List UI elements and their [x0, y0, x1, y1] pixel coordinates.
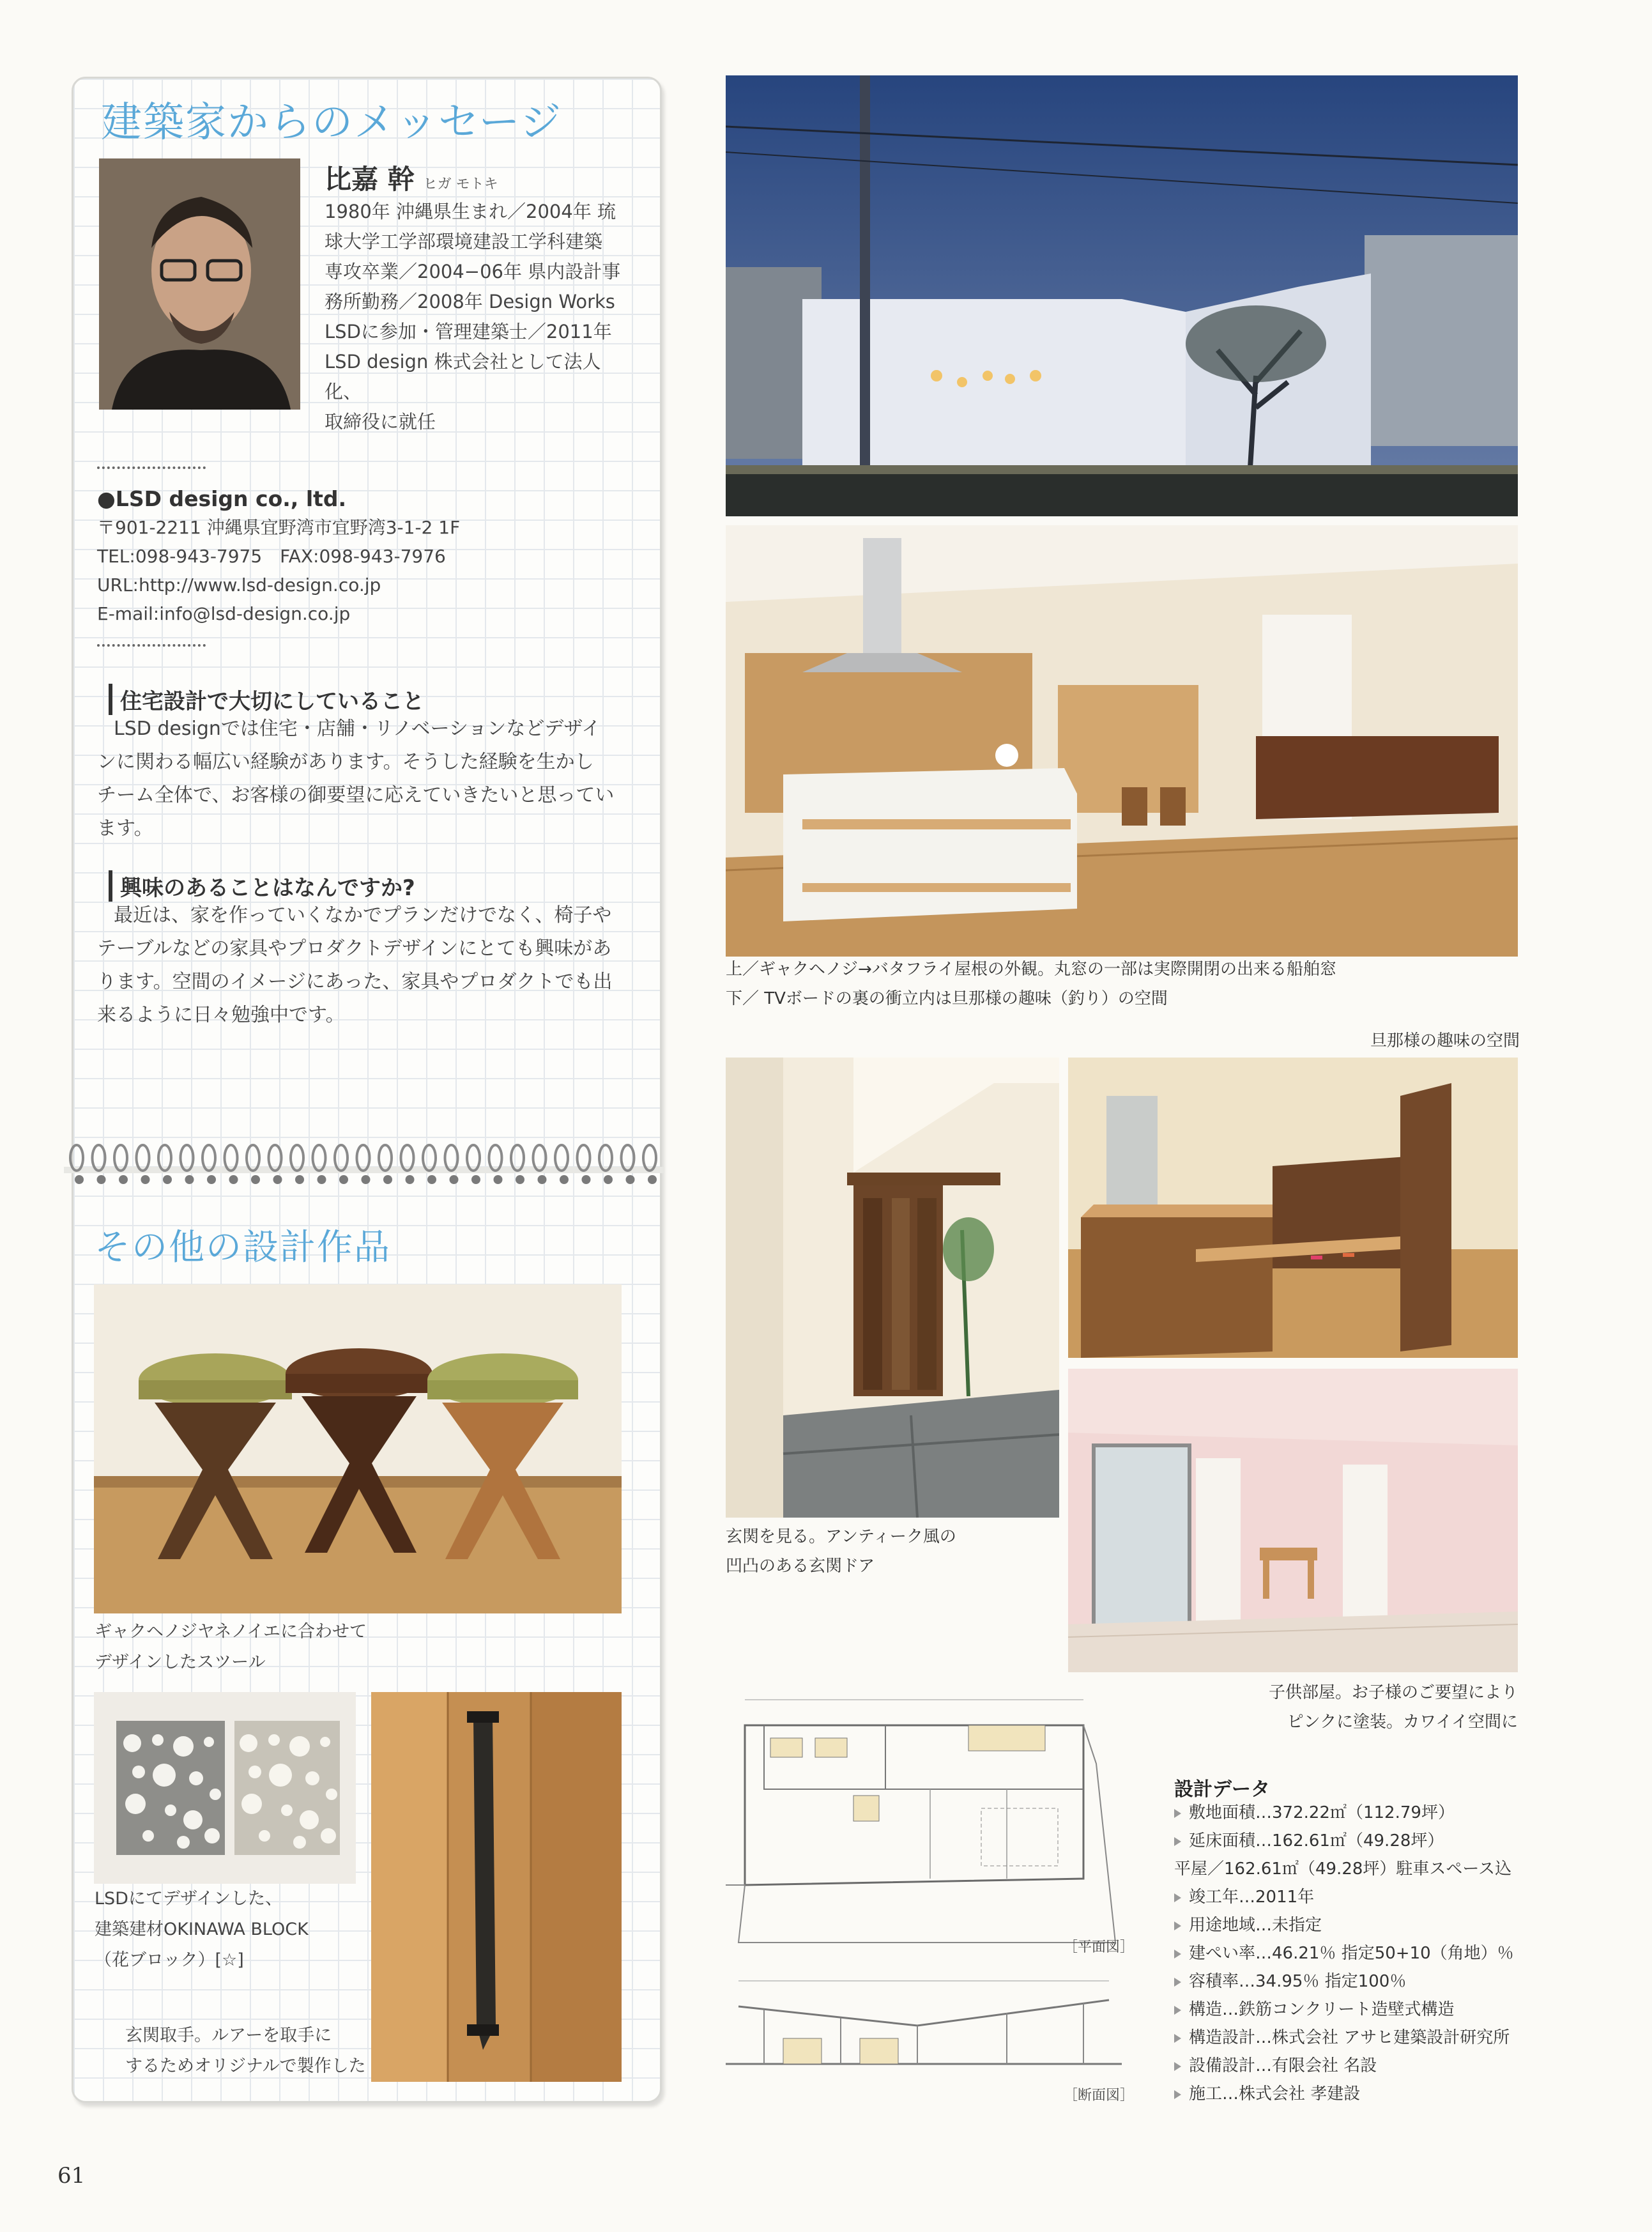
- spec-text: 延床面積…162.61㎡（49.28坪）: [1189, 1831, 1444, 1851]
- spiral-ring-icon: [533, 1145, 547, 1184]
- bio-line: LSDに参加・管理建築士／2011年: [325, 321, 612, 342]
- address: 〒901-2211 沖縄県宜野湾市宜野湾3-1-2 1F: [97, 517, 461, 538]
- architect-bio: [325, 197, 631, 437]
- qa-line: ります。空間のイメージにあった、家具やプロダクトでも出: [97, 971, 613, 993]
- spec-text: 竣工年…2011年: [1189, 1888, 1315, 1907]
- spiral-ring-icon: [335, 1145, 348, 1184]
- triangle-bullet-icon: [1174, 2090, 1181, 2099]
- triangle-bullet-icon: [1174, 1921, 1181, 1930]
- triangle-bullet-icon: [1174, 1950, 1181, 1959]
- qa-body-1: [97, 712, 653, 845]
- spec-text: 敷地面積…372.22㎡（112.79坪）: [1189, 1803, 1455, 1822]
- spiral-ring-icon: [291, 1145, 304, 1184]
- bio-line: 専攻卒業／2004−06年 県内設計事: [325, 261, 621, 282]
- architect-name-row: [325, 158, 498, 197]
- section-label: ［断面図］: [1064, 2088, 1135, 2104]
- entrance-caption: [726, 1522, 956, 1581]
- bio-line: 1980年 沖縄県生まれ／2004年 琉: [325, 201, 616, 222]
- qa-line: 最近は、家を作っていくなかでプランだけでなく、椅子や: [114, 904, 612, 927]
- block-caption: [95, 1884, 309, 1976]
- spiral-ring-icon: [313, 1145, 326, 1184]
- caption-line: デザインしたスツール: [95, 1652, 266, 1672]
- qa-title-1: 住宅設計で大切にしていること: [109, 684, 424, 715]
- triangle-bullet-icon: [1174, 1837, 1181, 1846]
- spec-text: 施工…株式会社 孝建設: [1189, 2084, 1361, 2104]
- spiral-ring-icon: [643, 1145, 657, 1184]
- triangle-bullet-icon: [1174, 1809, 1181, 1818]
- caption-line: 上／ギャクヘノジ→バタフライ屋根の外観。丸窓の一部は実際開閉の出来る船舶窓: [726, 960, 1336, 979]
- divider: [97, 466, 206, 469]
- divider: [97, 644, 206, 647]
- spiral-ring-icon: [181, 1145, 194, 1184]
- spec-list: [1174, 1799, 1519, 2108]
- spec-item: [1174, 2024, 1519, 2052]
- bio-line: 取締役に就任: [325, 411, 436, 433]
- floor-plan-label: ［平面図］: [1064, 1939, 1135, 1955]
- spiral-ring-icon: [247, 1145, 260, 1184]
- triangle-bullet-icon: [1174, 1978, 1181, 1987]
- spiral-ring-icon: [489, 1145, 503, 1184]
- spec-item: [1174, 1827, 1519, 1855]
- spec-item: [1174, 1883, 1519, 1911]
- caption-line: 凹凸のある玄関ドア: [726, 1557, 875, 1576]
- kitchen-photo: [726, 525, 1518, 957]
- caption-line: 旦那様の趣味の空間: [1370, 1031, 1520, 1051]
- qa-line: チーム全体で、お客様の御要望に応えていきたいと思ってい: [97, 784, 615, 806]
- spec-title: 設計データ: [1174, 1778, 1270, 1801]
- caption-line: 子供部屋。お子様のご要望により: [1268, 1683, 1518, 1702]
- email-link[interactable]: E-mail:info@lsd-design.co.jp: [97, 603, 351, 624]
- top-photos-caption: [726, 955, 1336, 1013]
- bio-line: 球大学工学部環境建設工学科建築: [325, 231, 603, 252]
- bio-line: 務所勤務／2008年 Design Works: [325, 291, 615, 312]
- spiral-ring-icon: [269, 1145, 282, 1184]
- works-heading: その他の設計作品: [95, 1227, 391, 1268]
- door-handle-photo: [371, 1692, 622, 2082]
- spiral-ring-icon: [555, 1145, 569, 1184]
- spiral-ring-icon: [379, 1145, 392, 1184]
- spec-text: 建ぺい率…46.21％ 指定50+10（角地）％: [1189, 1944, 1514, 1963]
- qa-line: 来るように日々勉強中です。: [97, 1004, 345, 1026]
- spiral-ring-icon: [577, 1145, 591, 1184]
- spec-item: [1174, 1855, 1519, 1883]
- spiral-ring-icon: [622, 1145, 635, 1184]
- stools-photo: [94, 1284, 622, 1613]
- spec-text: 設備設計…有限会社 名設: [1189, 2056, 1377, 2075]
- spec-item: [1174, 2080, 1519, 2108]
- spec-item: [1174, 1996, 1519, 2024]
- kids-room-photo: [1068, 1369, 1518, 1672]
- spiral-binding: [64, 1137, 664, 1195]
- qa-title-2: 興味のあることはなんですか?: [109, 870, 415, 902]
- spiral-ring-icon: [225, 1145, 238, 1184]
- url-link[interactable]: URL:http://www.lsd-design.co.jp: [97, 574, 381, 596]
- spiral-ring-icon: [357, 1145, 371, 1184]
- spiral-ring-icon: [70, 1145, 84, 1184]
- spiral-ring-icon: [203, 1145, 216, 1184]
- spec-item: [1174, 1799, 1519, 1827]
- caption-line: ピンクに塗装。カワイイ空間に: [1287, 1712, 1518, 1732]
- spiral-ring-icon: [401, 1145, 415, 1184]
- contact-block: [97, 484, 646, 628]
- hobby-caption: [1370, 1026, 1520, 1056]
- caption-line: 玄関取手。ルアーを取手に: [125, 2026, 332, 2045]
- floor-plan: [726, 1687, 1122, 1949]
- spec-text: 構造…鉄筋コンクリート造壁式構造: [1189, 2000, 1455, 2019]
- tel-fax: TEL:098-943-7975 FAX:098-943-7976: [97, 546, 446, 567]
- okinawa-block-photo: [94, 1692, 356, 1884]
- triangle-bullet-icon: [1174, 2034, 1181, 2043]
- spec-item: [1174, 1967, 1519, 1996]
- spec-text: 用途地域…未指定: [1189, 1916, 1322, 1935]
- caption-line: 玄関を見る。アンティーク風の: [726, 1527, 956, 1546]
- caption-line: 建築建材OKINAWA BLOCK: [95, 1920, 309, 1939]
- spec-text: 容積率…34.95％ 指定100％: [1189, 1972, 1407, 1991]
- handle-caption: [125, 2020, 366, 2082]
- qa-line: ます。: [97, 817, 153, 840]
- triangle-bullet-icon: [1174, 1893, 1181, 1902]
- exterior-photo: [726, 75, 1518, 516]
- spiral-ring-icon: [158, 1145, 172, 1184]
- spec-text: 平屋／162.61㎡（49.28坪）駐車スペース込: [1174, 1859, 1512, 1879]
- spiral-ring-icon: [599, 1145, 613, 1184]
- caption-line: （花ブロック）[☆]: [95, 1950, 244, 1970]
- triangle-bullet-icon: [1174, 2062, 1181, 2071]
- spiral-ring-icon: [137, 1145, 150, 1184]
- spiral-ring-icon: [511, 1145, 524, 1184]
- architect-name: 比嘉 幹: [325, 164, 415, 195]
- page-number: 61: [57, 2163, 86, 2189]
- spiral-ring-icon: [445, 1145, 459, 1184]
- qa-body-2: [97, 899, 653, 1032]
- architect-kana: ヒガ モトキ: [423, 176, 498, 192]
- spiral-ring-icon: [114, 1145, 128, 1184]
- message-heading: 建築家からのメッセージ: [101, 99, 563, 146]
- triangle-bullet-icon: [1174, 2006, 1181, 2015]
- caption-line: するためオリジナルで製作した: [125, 2056, 366, 2076]
- qa-line: LSD designでは住宅・店舗・リノベーションなどデザイ: [114, 718, 601, 740]
- architect-portrait: [99, 158, 300, 410]
- entrance-photo: [726, 1058, 1059, 1518]
- spec-item: [1174, 1939, 1519, 1967]
- spiral-ring-icon: [467, 1145, 480, 1184]
- caption-line: ギャクヘノジヤネノイエに合わせて: [95, 1622, 367, 1642]
- kids-room-caption: [1257, 1678, 1518, 1737]
- stool-caption: [95, 1617, 367, 1678]
- bio-line: LSD design 株式会社として法人化、: [325, 351, 601, 403]
- spiral-ring-icon: [93, 1145, 106, 1184]
- qa-line: ンに関わる幅広い経験があります。そうした経験を生かし: [97, 751, 594, 773]
- hobby-space-photo: [1068, 1058, 1518, 1358]
- caption-line: 下／ TVボードの裏の衝立内は旦那様の趣味（釣り）の空間: [726, 989, 1168, 1008]
- qa-line: テーブルなどの家具やプロダクトデザインにとても興味があ: [97, 937, 612, 960]
- section-drawing: [726, 1968, 1122, 2083]
- spec-item: [1174, 1911, 1519, 1939]
- company-name: ●LSD design co., ltd.: [97, 486, 347, 511]
- spec-item: [1174, 2052, 1519, 2080]
- caption-line: LSDにてデザインした、: [95, 1889, 283, 1909]
- spiral-ring-icon: [423, 1145, 436, 1184]
- spec-text: 構造設計…株式会社 アサヒ建築設計研究所: [1189, 2028, 1510, 2047]
